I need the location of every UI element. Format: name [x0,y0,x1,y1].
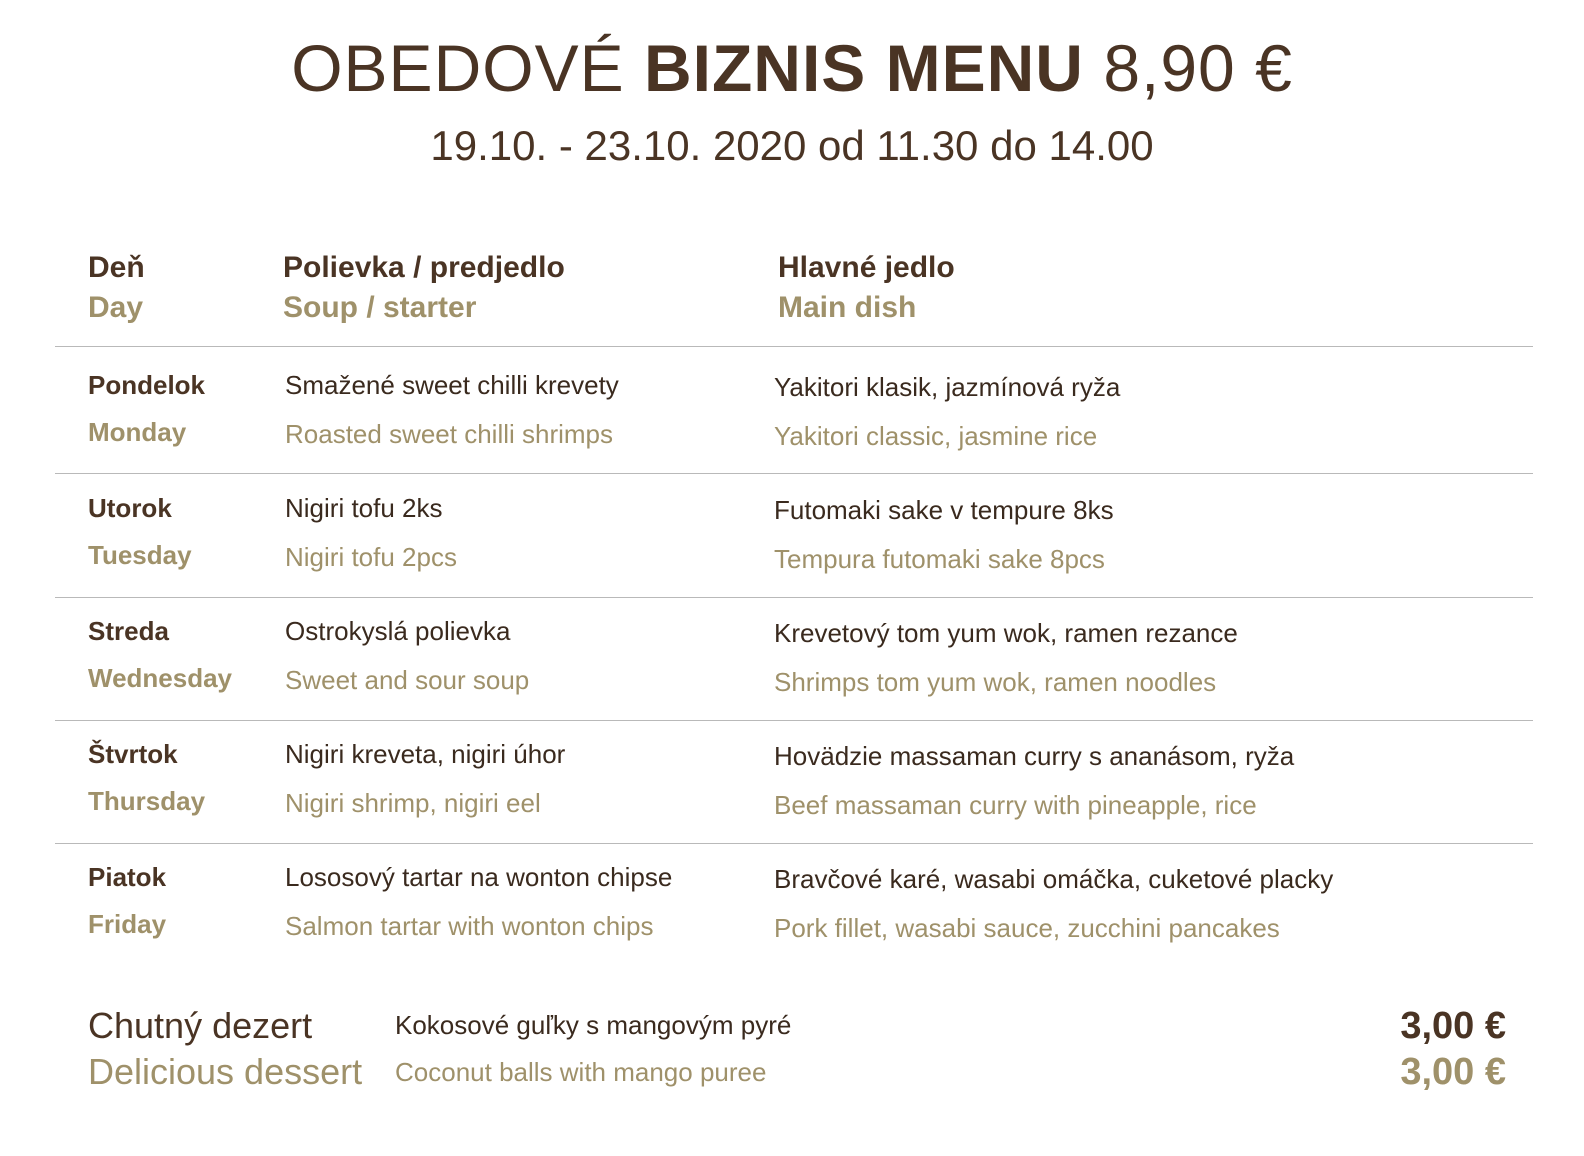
starter-en: Nigiri shrimp, nigiri eel [285,788,541,818]
starter-en: Nigiri tofu 2pcs [285,542,457,572]
dessert-label-en: Delicious dessert [88,1051,363,1092]
dessert-item [395,1010,791,1087]
starter-sk: Ostrokyslá polievka [285,616,511,646]
main-sk: Yakitori klasik, jazmínová ryža [774,372,1121,402]
day-cell [88,739,205,816]
day-name-sk: Piatok [88,862,167,892]
column-header-main [778,248,955,328]
divider [55,346,1533,347]
column-header-starter [283,248,565,328]
main-cell [774,741,1294,820]
column-header-main-sk: Hlavné jedlo [778,251,955,284]
main-sk: Krevetový tom yum wok, ramen rezance [774,618,1238,648]
main-cell [774,495,1114,574]
starter-en: Sweet and sour soup [285,665,530,695]
column-header-starter-sk: Polievka / predjedlo [283,251,565,284]
dessert-price-sk: 3,00 € [1400,1005,1506,1047]
starter-cell [285,493,457,572]
day-name-en: Friday [88,909,167,939]
main-cell [774,372,1120,451]
column-header-day-en: Day [88,291,144,324]
title-price: 8,90 € [1103,31,1293,105]
menu-row [0,862,1584,982]
dessert-label [88,1004,362,1094]
day-name-en: Wednesday [88,663,233,693]
main-sk: Bravčové karé, wasabi omáčka, cuketové placky [774,864,1334,894]
day-name-sk: Štvrtok [88,739,178,769]
day-name-sk: Streda [88,616,169,646]
dessert-item-en: Coconut balls with mango puree [395,1057,767,1087]
main-en: Yakitori classic, jasmine rice [774,421,1098,451]
starter-cell [285,616,529,695]
dessert-item-sk: Kokosové guľky s mangovým pyré [395,1010,792,1040]
day-name-en: Thursday [88,786,206,816]
starter-sk: Smažené sweet chilli krevety [285,370,619,400]
main-en: Pork fillet, wasabi sauce, zucchini pancakes [774,913,1280,943]
main-sk: Hovädzie massaman curry s ananásom, ryža [774,741,1295,771]
menu-row [0,739,1584,859]
main-cell [774,618,1238,697]
title-bold: BIZNIS MENU [643,31,1084,105]
starter-sk: Lososový tartar na wonton chipse [285,862,673,892]
menu-row [0,370,1584,490]
menu-row [0,493,1584,613]
day-name-sk: Pondelok [88,370,206,400]
menu-row [0,616,1584,736]
starter-cell [285,370,619,449]
starter-en: Salmon tartar with wonton chips [285,911,654,941]
column-header-day [88,248,145,328]
day-cell [88,493,192,570]
column-header-starter-en: Soup / starter [283,291,477,324]
dessert-price [1400,1004,1506,1094]
starter-cell [285,739,565,818]
day-cell [88,862,166,939]
day-name-en: Monday [88,417,187,447]
page-title [0,28,1584,108]
day-cell [88,616,232,693]
starter-en: Roasted sweet chilli shrimps [285,419,614,449]
starter-sk: Nigiri kreveta, nigiri úhor [285,739,566,769]
main-en: Shrimps tom yum wok, ramen noodles [774,667,1217,697]
starter-cell [285,862,672,941]
title-light: OBEDOVÉ [291,31,625,105]
dessert-price-en: 3,00 € [1400,1051,1506,1093]
main-en: Beef massaman curry with pineapple, rice [774,790,1257,820]
main-en: Tempura futomaki sake 8pcs [774,544,1105,574]
day-name-en: Tuesday [88,540,192,570]
column-header-main-en: Main dish [778,291,917,324]
day-name-sk: Utorok [88,493,172,523]
starter-sk: Nigiri tofu 2ks [285,493,443,523]
main-cell [774,864,1333,943]
date-range: 19.10. - 23.10. 2020 od 11.30 do 14.00 [430,122,1154,169]
main-sk: Futomaki sake v tempure 8ks [774,495,1114,525]
column-header-day-sk: Deň [88,251,145,284]
day-cell [88,370,205,447]
dessert-label-sk: Chutný dezert [88,1005,313,1046]
